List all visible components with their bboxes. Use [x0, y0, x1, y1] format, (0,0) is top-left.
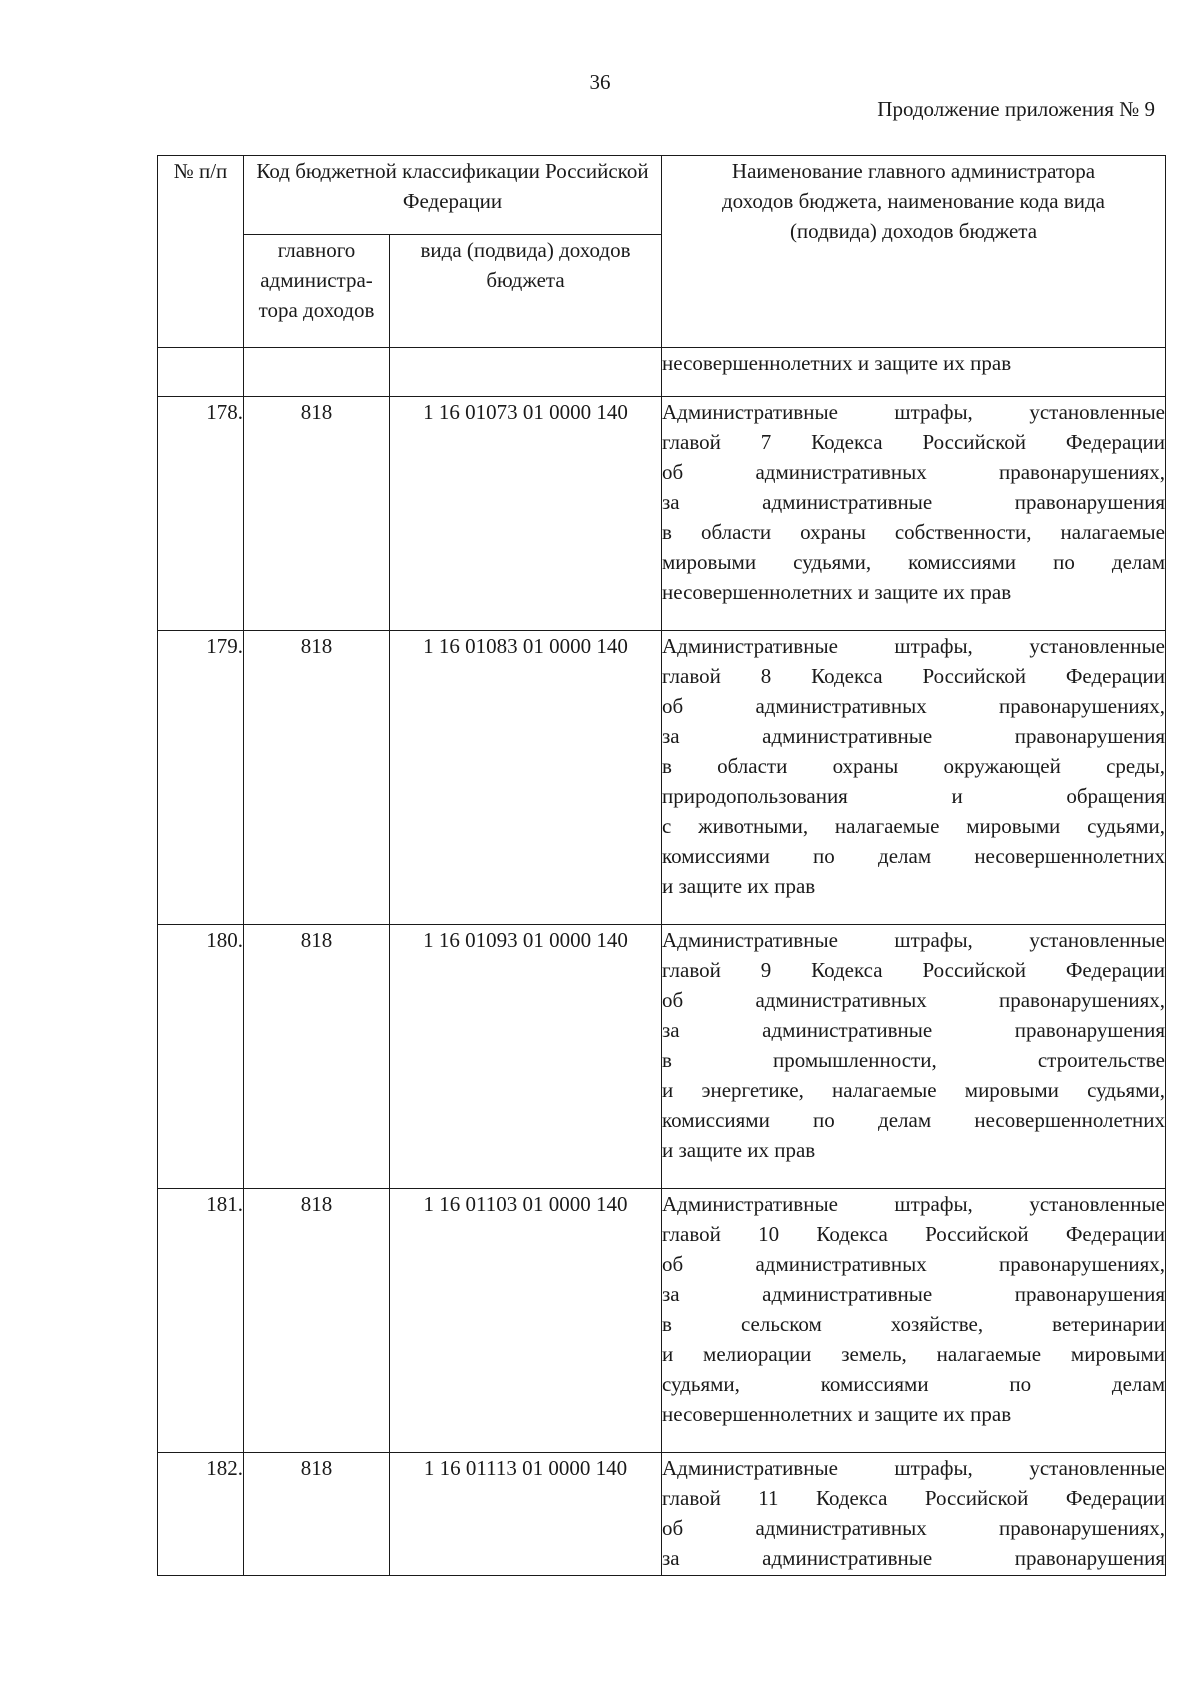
table-row: [158, 397, 1166, 631]
header-code-line: вида (подвида) доходов: [420, 238, 631, 262]
description-line: несовершеннолетних и защите их прав: [662, 351, 1012, 375]
header-name-line: доходов бюджета, наименование кода вида: [721, 189, 1105, 213]
header-number: № п/п: [158, 156, 244, 348]
cell-description: [662, 1189, 1166, 1453]
description-line: в сельском хозяйстве, ветеринарии: [662, 1312, 1165, 1336]
description-line: Административные штрафы, установленные: [662, 634, 1165, 658]
description-line: с животными, налагаемые мировыми судьями,: [662, 814, 1165, 838]
description-line: главой 10 Кодекса Российской Федерации: [662, 1222, 1165, 1246]
table-header: [158, 156, 1166, 348]
page-number: 36: [589, 70, 611, 94]
header-code-line: бюджета: [486, 268, 565, 292]
header-admin-line: тора доходов: [258, 298, 375, 322]
description-line: об административных правонарушениях,: [662, 988, 1165, 1012]
cell-income-code: 1 16 01103 01 0000 140: [390, 1189, 662, 1453]
cell-income-code: 1 16 01113 01 0000 140: [390, 1453, 662, 1576]
cell-admin-code: 818: [244, 1453, 390, 1576]
description-line: судьями, комиссиями по делам: [662, 1372, 1165, 1396]
description-line: Административные штрафы, установленные: [662, 1192, 1165, 1216]
header-budget-classification-code: Код бюджетной классификации Российской Федерации: [244, 156, 662, 235]
table-row: [158, 631, 1166, 925]
cell-description: [662, 631, 1166, 925]
description-line: в области охраны окружающей среды,: [662, 754, 1165, 778]
cell-description: [662, 1453, 1166, 1576]
description-line: главой 7 Кодекса Российской Федерации: [662, 430, 1165, 454]
description-line: и энергетике, налагаемые мировыми судьями,: [662, 1078, 1165, 1102]
table-row: [158, 925, 1166, 1189]
cell-description: [662, 348, 1166, 397]
description-line: мировыми судьями, комиссиями по делам: [662, 550, 1165, 574]
table-body: [158, 348, 1166, 1576]
cell-number: [158, 348, 244, 397]
description-line: за административные правонарушения: [662, 1018, 1165, 1042]
cell-income-code: 1 16 01093 01 0000 140: [390, 925, 662, 1189]
description-line: об административных правонарушениях,: [662, 460, 1165, 484]
description-line: в области охраны собственности, налагаемые: [662, 520, 1165, 544]
header-administrator-name: [662, 156, 1166, 348]
header-admin-line: администра-: [260, 268, 373, 292]
cell-number: 180.: [158, 925, 244, 1189]
cell-income-code: 1 16 01083 01 0000 140: [390, 631, 662, 925]
cell-admin-code: 818: [244, 631, 390, 925]
table-row: [158, 1189, 1166, 1453]
description-line: за административные правонарушения: [662, 1546, 1165, 1570]
description-line: за административные правонарушения: [662, 490, 1165, 514]
header-admin-line: главного: [277, 238, 356, 262]
description-line: Административные штрафы, установленные: [662, 1456, 1165, 1480]
header-income-type-code: [390, 235, 662, 348]
cell-admin-code: 818: [244, 397, 390, 631]
description-line: комиссиями по делам несовершеннолетних: [662, 1108, 1165, 1132]
cell-number: 181.: [158, 1189, 244, 1453]
cell-number: 178.: [158, 397, 244, 631]
description-line: главой 11 Кодекса Российской Федерации: [662, 1486, 1165, 1510]
description-line: главой 8 Кодекса Российской Федерации: [662, 664, 1165, 688]
description-line: за административные правонарушения: [662, 724, 1165, 748]
description-line: об административных правонарушениях,: [662, 1516, 1165, 1540]
cell-description: [662, 397, 1166, 631]
description-line: и мелиорации земель, налагаемые мировыми: [662, 1342, 1165, 1366]
description-line: и защите их прав: [662, 874, 816, 898]
cell-admin-code: [244, 348, 390, 397]
appendix-continuation-label: Продолжение приложения № 9: [877, 97, 1155, 121]
table-row: [158, 1453, 1166, 1576]
header-main-administrator: [244, 235, 390, 348]
cell-admin-code: 818: [244, 1189, 390, 1453]
cell-number: 182.: [158, 1453, 244, 1576]
description-line: об административных правонарушениях,: [662, 694, 1165, 718]
description-line: Административные штрафы, установленные: [662, 400, 1165, 424]
description-line: за административные правонарушения: [662, 1282, 1165, 1306]
header-name-line: (подвида) доходов бюджета: [789, 219, 1038, 243]
cell-income-code: [390, 348, 662, 397]
description-line: несовершеннолетних и защите их прав: [662, 1402, 1012, 1426]
income-classification-table: [157, 155, 1166, 1576]
cell-admin-code: 818: [244, 925, 390, 1189]
description-line: Административные штрафы, установленные: [662, 928, 1165, 952]
description-line: несовершеннолетних и защите их прав: [662, 580, 1012, 604]
table-row-continuation: [158, 348, 1166, 397]
description-line: и защите их прав: [662, 1138, 816, 1162]
description-line: комиссиями по делам несовершеннолетних: [662, 844, 1165, 868]
cell-income-code: 1 16 01073 01 0000 140: [390, 397, 662, 631]
description-line: об административных правонарушениях,: [662, 1252, 1165, 1276]
description-line: природопользования и обращения: [662, 784, 1165, 808]
cell-description: [662, 925, 1166, 1189]
description-line: главой 9 Кодекса Российской Федерации: [662, 958, 1165, 982]
description-line: в промышленности, строительстве: [662, 1048, 1165, 1072]
cell-number: 179.: [158, 631, 244, 925]
header-name-line: Наименование главного администратора: [731, 159, 1096, 183]
